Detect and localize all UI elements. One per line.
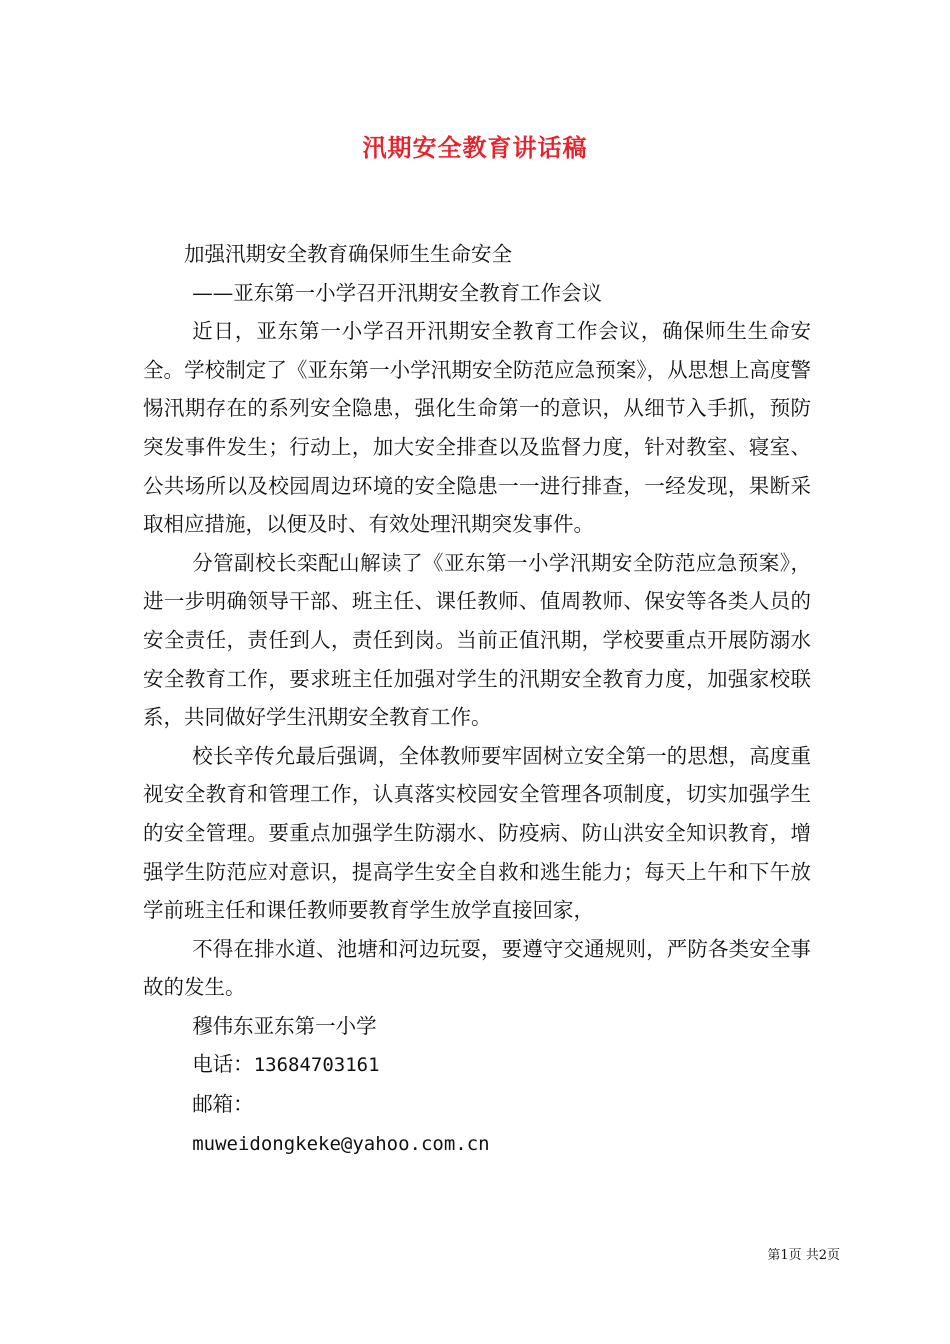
page-number: 第1页 共2页 (767, 1248, 840, 1263)
paragraph-3: 校长辛传允最后强调，全体教师要牢固树立安全第一的思想，高度重视安全教育和管理工作，认真落实校园安全管理各项制度，切实加强学生的安全管理。要重点加强学生防溺水、防疫病、防山洪安全知识教育，增强学生防范应对意识，提高学生安全自救和逃生能力；每天上午和下午放学前班主任和课任教师要教育学生放学直接回家， (143, 743, 811, 923)
email-line (143, 1124, 811, 1164)
author-line: 穆伟东亚东第一小学 (192, 1013, 377, 1038)
email-address: muweidongkeke@yahoo.com.cn (192, 1132, 490, 1155)
phone-line (143, 1045, 811, 1085)
paragraph-2: 分管副校长栾配山解读了《亚东第一小学汛期安全防范应急预案》，进一步明确领导干部、班主任、课任教师、值周教师、保安等各类人员的安全责任，责任到人，责任到岗。当前正值汛期，学校要重点开展防溺水安全教育工作，要求班主任加强对学生的汛期安全教育力度，加强家校联系，共同做好学生汛期安全教育工作。 (143, 550, 811, 730)
phone-number: 13684703161 (253, 1054, 380, 1077)
headline: 加强汛期安全教育确保师生生命安全 (184, 242, 512, 266)
subtitle: ——亚东第一小学召开汛期安全教育工作会议 (192, 280, 603, 305)
paragraph-4: 不得在排水道、池塘和河边玩耍，要遵守交通规则，严防各类安全事故的发生。 (143, 936, 811, 1000)
document-title: 汛期安全教育讲话稿 (362, 133, 588, 162)
document-body (143, 235, 811, 1163)
email-label-line: 邮箱： (192, 1092, 254, 1117)
phone-label: 电话： (192, 1052, 254, 1077)
paragraph-1: 近日，亚东第一小学召开汛期安全教育工作会议，确保师生生命安全。学校制定了《亚东第一小学汛期安全防范应急预案》，从思想上高度警惕汛期存在的系列安全隐患，强化生命第一的意识，从细节入手抓，预防突发事件发生；行动上，加大安全排查以及监督力度，针对教室、寝室、公共场所以及校园周边环境的安全隐患一一进行排查，一经发现，果断采取相应措施，以便及时、有效处理汛期突发事件。 (143, 319, 811, 537)
